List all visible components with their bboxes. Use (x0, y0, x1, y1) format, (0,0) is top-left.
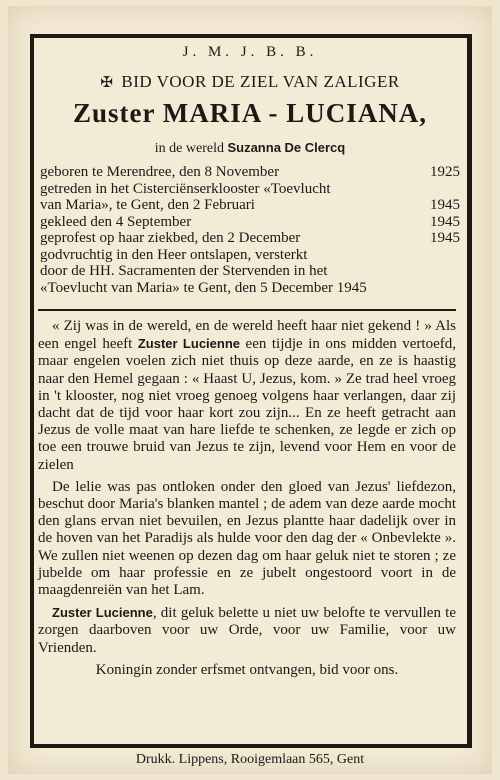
sister-name: Zuster Lucienne (137, 336, 241, 352)
worldly-name (0, 140, 500, 157)
fact-row: getreden in het Cisterciënserklooster «Toevlucht (40, 180, 331, 197)
world-prefix: in de wereld (154, 141, 224, 156)
header-initials: J. M. J. B. B. (182, 44, 318, 60)
cross-icon: ✠ (100, 75, 114, 91)
fact-row: «Toevlucht van Maria» te Gent, den 5 December 1945 (40, 279, 367, 296)
sister-name: Zuster Lucienne (52, 605, 153, 621)
printer-credit: Drukk. Lippens, Rooigemlaan 565, Gent (135, 752, 365, 767)
fact-row: geboren te Merendree, den 8 November 1925 (40, 164, 460, 180)
prayer-heading (0, 72, 500, 92)
fact-row: godvruchtig in den Heer ontslapen, versterkt (40, 246, 308, 263)
heading-text: BID VOOR DE ZIEL VAN ZALIGER (121, 72, 400, 91)
fact-row: van Maria», te Gent, den 2 Februari 1945 (40, 197, 460, 213)
paragraph-2: De lelie was pas ontloken onder den gloed van Jezus' liefdezon, beschut door Maria's blanken mantel ; de adem van deze aarde mocht den glans ervan niet bevuilen, en Jezus plantte haar dadelijk over in de hoven van het Paradijs als hulde voor den dag der « Onbevlekte ». We zullen niet weenen op dezen dag om haar geluk niet te storen ; ze jubelde om haar professie en ze jubelt ongestoord voort in de maagdenreiën van het Lam. (38, 478, 456, 599)
fact-row: geprofest op haar ziekbed, den 2 December 1945 (40, 230, 460, 246)
deceased-name: Zuster MARIA - LUCIANA, (72, 98, 427, 128)
fact-row: gekleed den 4 September 1945 (40, 213, 460, 230)
divider (38, 309, 456, 311)
life-facts (40, 164, 460, 296)
paragraph-3: Zuster Lucienne, dit geluk belette u niet uw belofte te vervullen te zorgen daarboven voor uw Orde, voor uw Familie, voor uw Vrienden. (38, 605, 456, 656)
eulogy-text (38, 318, 456, 684)
paragraph-1: « Zij was in de wereld, en de wereld heeft haar niet gekend ! » Als een engel heeft Zuster Lucienne een tijdje in ons midden vertoefd, maar engelen voelen zich niet thuis op deze aarde, en ze is haastig naar den Hemel gegaan : « Haast U, Jezus, kom. » Ze trad heel vroeg in 't klooster, nog niet vroeg genoeg volgens haar verlangen, daar zij dacht dat de tijd voor haar kort zou zijn... En ze heeft getracht aan Jezus de volle maat van hare liefde te schenken, ze legde er zich op toe een trouwe bruid van Jezus te zijn, levend voor Hem en voor de zielen (38, 318, 456, 473)
closing-prayer: Koningin zonder erfsmet ontvangen, bid voor ons. (95, 661, 399, 678)
world-name: Suzanna De Clercq (227, 140, 346, 155)
fact-row: door de HH. Sacramenten der Stervenden in het (40, 263, 328, 279)
